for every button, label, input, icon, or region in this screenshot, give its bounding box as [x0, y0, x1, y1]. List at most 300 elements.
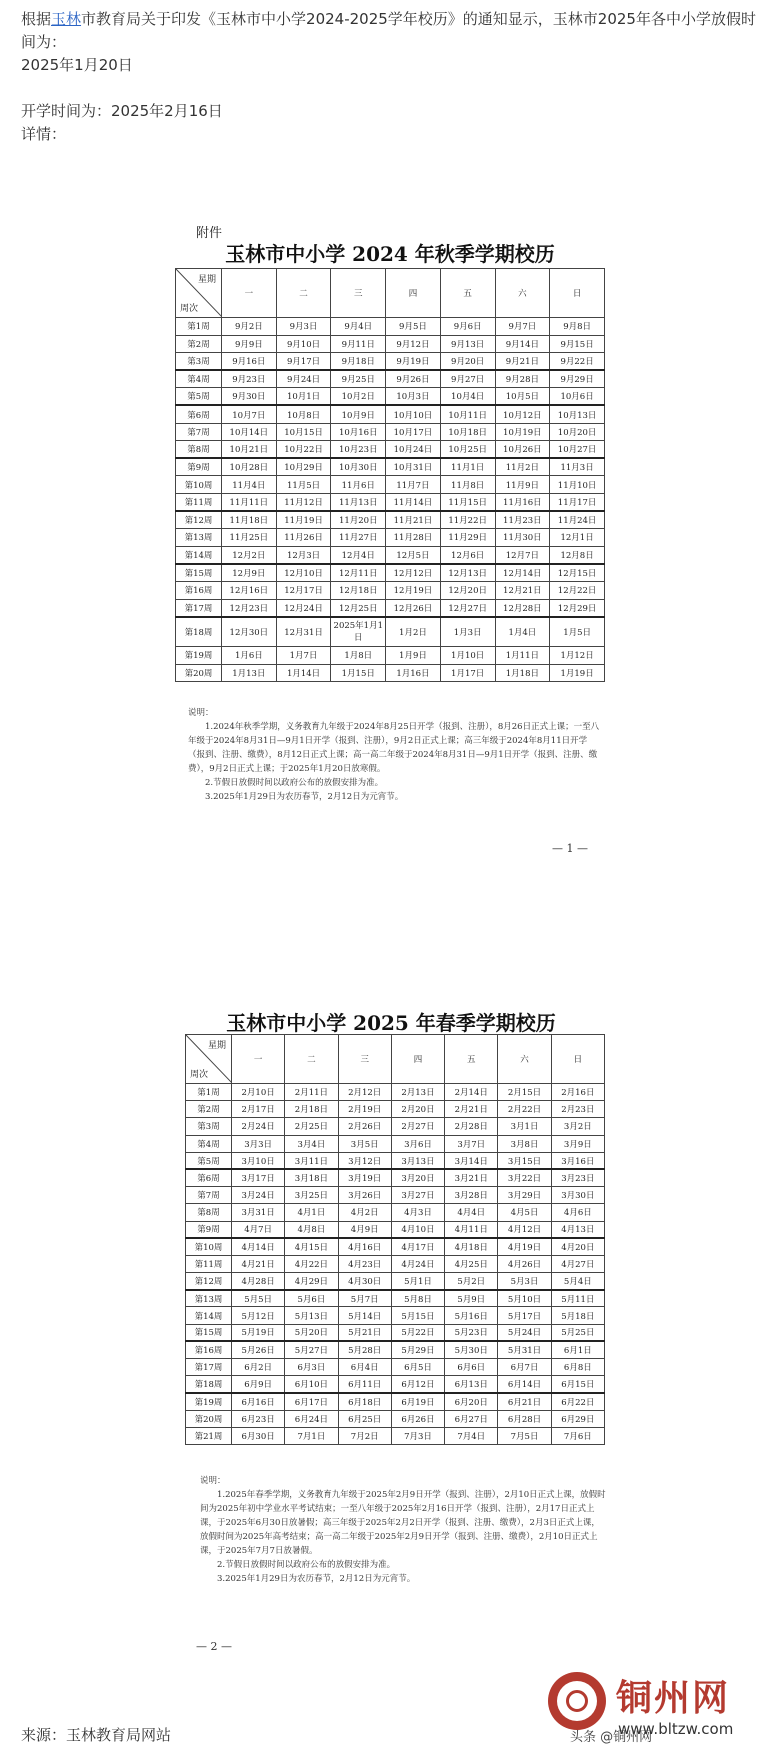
date-cell: 9月25日 [331, 370, 386, 388]
date-cell: 3月28日 [445, 1187, 498, 1204]
date-cell: 11月17日 [550, 493, 605, 511]
date-cell: 7月5日 [498, 1427, 551, 1444]
day-header: 六 [498, 1035, 551, 1084]
week-label-cell: 第5周 [186, 1152, 232, 1169]
day-header: 日 [551, 1035, 604, 1084]
date-cell: 3月27日 [391, 1187, 444, 1204]
date-cell: 10月14日 [222, 423, 277, 441]
date-cell: 6月11日 [338, 1376, 391, 1393]
intro-line-1 [21, 8, 761, 54]
week-label-cell: 第8周 [176, 441, 222, 459]
date-cell: 5月25日 [551, 1324, 604, 1341]
table-row [176, 423, 605, 441]
date-cell: 10月20日 [550, 423, 605, 441]
date-cell: 10月25日 [440, 441, 495, 459]
date-cell: 4月25日 [445, 1255, 498, 1272]
date-cell: 5月4日 [551, 1273, 604, 1290]
date-cell: 10月27日 [550, 441, 605, 459]
site-logo-icon [548, 1672, 606, 1730]
date-cell: 2月28日 [445, 1118, 498, 1135]
date-cell: 10月28日 [222, 458, 277, 476]
autumn-notes [188, 706, 602, 804]
date-cell: 12月21日 [495, 581, 550, 599]
date-cell: 2月15日 [498, 1084, 551, 1101]
date-cell: 6月23日 [232, 1410, 285, 1427]
date-cell: 4月11日 [445, 1221, 498, 1238]
date-cell: 3月4日 [285, 1135, 338, 1152]
date-cell: 6月16日 [232, 1393, 285, 1410]
day-header: 一 [222, 269, 277, 318]
page-number: — 1 — [552, 842, 588, 855]
date-cell: 5月11日 [551, 1290, 604, 1307]
date-cell: 9月15日 [550, 335, 605, 353]
date-cell: 2月17日 [232, 1101, 285, 1118]
table-row [176, 546, 605, 564]
date-cell: 5月30日 [445, 1341, 498, 1358]
table-row [176, 581, 605, 599]
date-cell: 11月13日 [331, 493, 386, 511]
date-cell: 6月13日 [445, 1376, 498, 1393]
date-cell: 9月22日 [550, 353, 605, 371]
date-cell: 5月5日 [232, 1290, 285, 1307]
date-cell: 10月18日 [440, 423, 495, 441]
date-cell: 5月27日 [285, 1341, 338, 1358]
date-cell: 4月29日 [285, 1273, 338, 1290]
header-week: 星期 [207, 1041, 226, 1051]
date-cell: 5月18日 [551, 1307, 604, 1324]
day-header: 五 [440, 269, 495, 318]
date-cell: 9月3日 [276, 318, 331, 336]
date-cell: 11月28日 [386, 529, 441, 547]
date-cell: 1月5日 [550, 617, 605, 647]
date-cell: 11月2日 [495, 458, 550, 476]
date-cell: 4月15日 [285, 1238, 338, 1255]
attachment-label: 附件 [196, 226, 223, 241]
date-cell: 2月16日 [551, 1084, 604, 1101]
week-label-cell: 第5周 [176, 388, 222, 406]
spring-notes [200, 1474, 606, 1586]
date-cell: 6月6日 [445, 1359, 498, 1376]
date-cell: 2月19日 [338, 1101, 391, 1118]
date-cell: 2月12日 [338, 1084, 391, 1101]
date-cell: 12月7日 [495, 546, 550, 564]
date-cell: 12月23日 [222, 599, 277, 617]
date-cell: 9月11日 [331, 335, 386, 353]
date-cell: 11月19日 [276, 511, 331, 529]
date-cell: 4月21日 [232, 1255, 285, 1272]
date-cell: 12月12日 [386, 564, 441, 582]
week-label-cell: 第13周 [186, 1290, 232, 1307]
date-cell: 11月26日 [276, 529, 331, 547]
date-cell: 11月14日 [386, 493, 441, 511]
article-intro [21, 8, 761, 146]
day-header: 一 [232, 1035, 285, 1084]
date-cell: 3月14日 [445, 1152, 498, 1169]
week-label-cell: 第6周 [176, 405, 222, 423]
date-cell: 10月23日 [331, 441, 386, 459]
week-label-cell: 第3周 [186, 1118, 232, 1135]
date-cell: 9月30日 [222, 388, 277, 406]
date-cell: 3月26日 [338, 1187, 391, 1204]
date-cell: 7月2日 [338, 1427, 391, 1444]
table-row [186, 1376, 605, 1393]
date-cell: 2月14日 [445, 1084, 498, 1101]
day-header: 三 [338, 1035, 391, 1084]
table-row [186, 1273, 605, 1290]
date-cell: 7月3日 [391, 1427, 444, 1444]
week-label-cell: 第15周 [176, 564, 222, 582]
date-cell: 12月25日 [331, 599, 386, 617]
date-cell: 4月14日 [232, 1238, 285, 1255]
date-cell: 5月24日 [498, 1324, 551, 1341]
date-cell: 11月23日 [495, 511, 550, 529]
date-cell: 4月8日 [285, 1221, 338, 1238]
date-cell: 12月19日 [386, 581, 441, 599]
date-cell: 12月6日 [440, 546, 495, 564]
table-row [186, 1393, 605, 1410]
date-cell: 3月21日 [445, 1169, 498, 1186]
watermark-brand: 铜州网 [616, 1678, 731, 1719]
date-cell: 2025年1月1日 [331, 617, 386, 647]
date-cell: 11月16日 [495, 493, 550, 511]
week-label-cell: 第6周 [186, 1169, 232, 1186]
date-cell: 3月9日 [551, 1135, 604, 1152]
date-cell: 1月12日 [550, 647, 605, 665]
date-cell: 3月15日 [498, 1152, 551, 1169]
table-row [186, 1118, 605, 1135]
date-cell: 4月12日 [498, 1221, 551, 1238]
day-header: 二 [285, 1035, 338, 1084]
date-cell: 11月11日 [222, 493, 277, 511]
notes-title: 说明： [200, 1476, 226, 1486]
date-cell: 3月6日 [391, 1135, 444, 1152]
day-header: 日 [550, 269, 605, 318]
date-cell: 1月14日 [276, 664, 331, 682]
date-cell: 1月15日 [331, 664, 386, 682]
date-cell: 12月13日 [440, 564, 495, 582]
table-row [186, 1324, 605, 1341]
date-cell: 12月5日 [386, 546, 441, 564]
date-cell: 9月23日 [222, 370, 277, 388]
week-label-cell: 第17周 [176, 599, 222, 617]
date-cell: 9月29日 [550, 370, 605, 388]
week-label-cell: 第2周 [186, 1101, 232, 1118]
date-cell: 11月10日 [550, 476, 605, 494]
date-cell: 3月17日 [232, 1169, 285, 1186]
date-cell: 5月21日 [338, 1324, 391, 1341]
date-cell: 4月10日 [391, 1221, 444, 1238]
date-cell: 4月9日 [338, 1221, 391, 1238]
week-label-cell: 第11周 [176, 493, 222, 511]
date-cell: 12月15日 [550, 564, 605, 582]
date-cell: 6月14日 [498, 1376, 551, 1393]
date-cell: 4月4日 [445, 1204, 498, 1221]
date-cell: 6月8日 [551, 1359, 604, 1376]
date-cell: 5月28日 [338, 1341, 391, 1358]
note-item: 1.2025年春季学期，义务教育九年级于2025年2月9日开学（报到、注册），2月10日正式上课，放假时间为2025年初中学业水平考试结束；一至八年级于2025年2月16日开学（报到、注册），2月17日正式上课，于2025年6月30日放暑假；高三年级于2025年2月2日开学（报到、注册、缴费），2月3日正式上课，放假时间为2025年高考结束；高一高二年级于2025年2月9日开学（报到、注册、缴费），2月10日正式上课，于2025年7月7日放暑假。 [200, 1490, 606, 1556]
date-cell: 1月18日 [495, 664, 550, 682]
date-cell: 10月16日 [331, 423, 386, 441]
table-row [186, 1290, 605, 1307]
week-label-cell: 第4周 [186, 1135, 232, 1152]
date-cell: 3月11日 [285, 1152, 338, 1169]
date-cell: 2月10日 [232, 1084, 285, 1101]
table-row [176, 493, 605, 511]
intro-line-4: 详情： [21, 125, 67, 143]
table-row [186, 1169, 605, 1186]
date-cell: 1月7日 [276, 647, 331, 665]
date-cell: 12月8日 [550, 546, 605, 564]
date-cell: 4月19日 [498, 1238, 551, 1255]
watermark-site: www.bltzw.com [618, 1720, 734, 1738]
header-zhou: 周次 [190, 1070, 209, 1080]
date-cell: 1月4日 [495, 617, 550, 647]
date-cell: 3月1日 [498, 1118, 551, 1135]
date-cell: 3月7日 [445, 1135, 498, 1152]
date-cell: 2月18日 [285, 1101, 338, 1118]
week-label-cell: 第20周 [176, 664, 222, 682]
date-cell: 5月17日 [498, 1307, 551, 1324]
date-cell: 9月16日 [222, 353, 277, 371]
date-cell: 10月21日 [222, 441, 277, 459]
date-cell: 3月10日 [232, 1152, 285, 1169]
date-cell: 9月6日 [440, 318, 495, 336]
header-zhou: 周次 [180, 304, 199, 314]
week-label-cell: 第9周 [186, 1221, 232, 1238]
date-cell: 11月30日 [495, 529, 550, 547]
day-header: 四 [386, 269, 441, 318]
date-cell: 1月6日 [222, 647, 277, 665]
date-cell: 1月10日 [440, 647, 495, 665]
date-cell: 5月8日 [391, 1290, 444, 1307]
date-cell: 10月19日 [495, 423, 550, 441]
date-cell: 2月26日 [338, 1118, 391, 1135]
week-label-cell: 第19周 [176, 647, 222, 665]
date-cell: 11月15日 [440, 493, 495, 511]
spring-calendar-table [185, 1034, 605, 1445]
date-cell: 12月10日 [276, 564, 331, 582]
date-cell: 5月23日 [445, 1324, 498, 1341]
date-cell: 10月11日 [440, 405, 495, 423]
date-cell: 9月21日 [495, 353, 550, 371]
date-cell: 6月22日 [551, 1393, 604, 1410]
date-cell: 1月19日 [550, 664, 605, 682]
spring-calendar-title: 玉林市中小学 2025 年春季学期校历 [226, 1011, 556, 1035]
date-cell: 11月25日 [222, 529, 277, 547]
date-cell: 11月3日 [550, 458, 605, 476]
note-item: 3.2025年1月29日为农历春节，2月12日为元宵节。 [205, 792, 404, 802]
table-row [176, 370, 605, 388]
date-cell: 6月9日 [232, 1376, 285, 1393]
date-cell: 4月18日 [445, 1238, 498, 1255]
date-cell: 12月3日 [276, 546, 331, 564]
date-cell: 11月1日 [440, 458, 495, 476]
date-cell: 3月2日 [551, 1118, 604, 1135]
date-cell: 11月7日 [386, 476, 441, 494]
watermark-toutiao: 头条 @铜州网 [570, 1730, 653, 1745]
date-cell: 5月13日 [285, 1307, 338, 1324]
date-cell: 5月9日 [445, 1290, 498, 1307]
week-label-cell: 第10周 [186, 1238, 232, 1255]
date-cell: 12月31日 [276, 617, 331, 647]
table-row [176, 511, 605, 529]
date-cell: 5月3日 [498, 1273, 551, 1290]
note-item: 3.2025年1月29日为农历春节，2月12日为元宵节。 [217, 1574, 416, 1584]
week-label-cell: 第12周 [186, 1273, 232, 1290]
yulin-link[interactable]: 玉林 [51, 10, 82, 28]
date-cell: 3月25日 [285, 1187, 338, 1204]
week-label-cell: 第10周 [176, 476, 222, 494]
date-cell: 10月9日 [331, 405, 386, 423]
date-cell: 10月13日 [550, 405, 605, 423]
date-cell: 3月18日 [285, 1169, 338, 1186]
date-cell: 9月2日 [222, 318, 277, 336]
week-label-cell: 第16周 [186, 1341, 232, 1358]
week-label-cell: 第19周 [186, 1393, 232, 1410]
notes-title: 说明： [188, 708, 214, 718]
date-cell: 3月13日 [391, 1152, 444, 1169]
date-cell: 11月29日 [440, 529, 495, 547]
date-cell: 10月22日 [276, 441, 331, 459]
date-cell: 12月9日 [222, 564, 277, 582]
table-row [186, 1084, 605, 1101]
date-cell: 5月15日 [391, 1307, 444, 1324]
date-cell: 4月6日 [551, 1204, 604, 1221]
date-cell: 4月5日 [498, 1204, 551, 1221]
date-cell: 9月8日 [550, 318, 605, 336]
table-row [186, 1255, 605, 1272]
table-row [186, 1427, 605, 1444]
date-cell: 12月2日 [222, 546, 277, 564]
date-cell: 12月26日 [386, 599, 441, 617]
date-cell: 6月4日 [338, 1359, 391, 1376]
date-cell: 9月27日 [440, 370, 495, 388]
table-row [176, 441, 605, 459]
date-cell: 6月2日 [232, 1359, 285, 1376]
date-cell: 12月22日 [550, 581, 605, 599]
week-label-cell: 第1周 [186, 1084, 232, 1101]
intro-prefix: 根据 [21, 10, 52, 28]
date-cell: 12月24日 [276, 599, 331, 617]
week-label-cell: 第7周 [186, 1187, 232, 1204]
date-cell: 10月4日 [440, 388, 495, 406]
intro-line-3: 开学时间为：2025年2月16日 [21, 102, 223, 120]
date-cell: 12月29日 [550, 599, 605, 617]
week-label-cell: 第4周 [176, 370, 222, 388]
date-cell: 12月30日 [222, 617, 277, 647]
date-cell: 9月17日 [276, 353, 331, 371]
date-cell: 6月25日 [338, 1410, 391, 1427]
site-watermark [548, 1668, 768, 1746]
date-cell: 3月12日 [338, 1152, 391, 1169]
header-diagonal-cell [186, 1035, 232, 1084]
date-cell: 3月3日 [232, 1135, 285, 1152]
week-label-cell: 第9周 [176, 458, 222, 476]
date-cell: 3月23日 [551, 1169, 604, 1186]
table-row [176, 664, 605, 682]
date-cell: 12月27日 [440, 599, 495, 617]
week-label-cell: 第2周 [176, 335, 222, 353]
table-row [186, 1221, 605, 1238]
date-cell: 3月20日 [391, 1169, 444, 1186]
date-cell: 4月7日 [232, 1221, 285, 1238]
date-cell: 10月15日 [276, 423, 331, 441]
date-cell: 6月29日 [551, 1410, 604, 1427]
date-cell: 10月3日 [386, 388, 441, 406]
week-label-cell: 第11周 [186, 1255, 232, 1272]
date-cell: 10月12日 [495, 405, 550, 423]
day-header: 五 [445, 1035, 498, 1084]
header-diagonal-cell [176, 269, 222, 318]
week-label-cell: 第7周 [176, 423, 222, 441]
date-cell: 6月19日 [391, 1393, 444, 1410]
week-label-cell: 第15周 [186, 1324, 232, 1341]
date-cell: 12月4日 [331, 546, 386, 564]
date-cell: 9月14日 [495, 335, 550, 353]
autumn-calendar-table [175, 268, 605, 682]
date-cell: 6月3日 [285, 1359, 338, 1376]
date-cell: 6月5日 [391, 1359, 444, 1376]
date-cell: 4月1日 [285, 1204, 338, 1221]
date-cell: 2月22日 [498, 1101, 551, 1118]
intro-rest: 市教育局关于印发《玉林市中小学2024-2025学年校历》的通知显示，玉林市2025年各中小学放假时间为： [21, 10, 756, 51]
date-cell: 9月10日 [276, 335, 331, 353]
note-item: 2.节假日放假时间以政府公布的放假安排为准。 [217, 1560, 396, 1570]
date-cell: 10月1日 [276, 388, 331, 406]
table-row [186, 1359, 605, 1376]
date-cell: 10月17日 [386, 423, 441, 441]
date-cell: 12月14日 [495, 564, 550, 582]
date-cell: 6月27日 [445, 1410, 498, 1427]
note-item: 1.2024年秋季学期，义务教育九年级于2024年8月25日开学（报到、注册），8月26日正式上课；一至八年级于2024年8月31日—9月1日开学（报到、注册），9月2日正式上课；高三年级于2024年8月11日开学（报到、注册、缴费），8月12日正式上课；高一高二年级于2024年8月31日—9月1日开学（报到、注册、缴费），9月2日正式上课；于2025年1月20日放寒假。 [188, 722, 600, 774]
date-cell: 5月12日 [232, 1307, 285, 1324]
date-cell: 11月12日 [276, 493, 331, 511]
date-cell: 5月22日 [391, 1324, 444, 1341]
date-cell: 9月13日 [440, 335, 495, 353]
date-cell: 5月31日 [498, 1341, 551, 1358]
date-cell: 3月24日 [232, 1187, 285, 1204]
date-cell: 1月3日 [440, 617, 495, 647]
date-cell: 7月1日 [285, 1427, 338, 1444]
date-cell: 1月13日 [222, 664, 277, 682]
date-cell: 9月4日 [331, 318, 386, 336]
date-cell: 2月27日 [391, 1118, 444, 1135]
date-cell: 4月28日 [232, 1273, 285, 1290]
date-cell: 11月27日 [331, 529, 386, 547]
date-cell: 1月2日 [386, 617, 441, 647]
date-cell: 10月7日 [222, 405, 277, 423]
date-cell: 6月18日 [338, 1393, 391, 1410]
date-cell: 4月3日 [391, 1204, 444, 1221]
date-cell: 9月28日 [495, 370, 550, 388]
date-cell: 9月26日 [386, 370, 441, 388]
date-cell: 10月10日 [386, 405, 441, 423]
date-cell: 4月17日 [391, 1238, 444, 1255]
table-row [176, 388, 605, 406]
date-cell: 6月1日 [551, 1341, 604, 1358]
date-cell: 5月26日 [232, 1341, 285, 1358]
date-cell: 9月7日 [495, 318, 550, 336]
week-label-cell: 第18周 [176, 617, 222, 647]
date-cell: 1月8日 [331, 647, 386, 665]
page-number: — 2 — [196, 1640, 232, 1653]
date-cell: 10月8日 [276, 405, 331, 423]
date-cell: 3月22日 [498, 1169, 551, 1186]
date-cell: 10月6日 [550, 388, 605, 406]
date-cell: 4月23日 [338, 1255, 391, 1272]
date-cell: 3月29日 [498, 1187, 551, 1204]
date-cell: 3月8日 [498, 1135, 551, 1152]
